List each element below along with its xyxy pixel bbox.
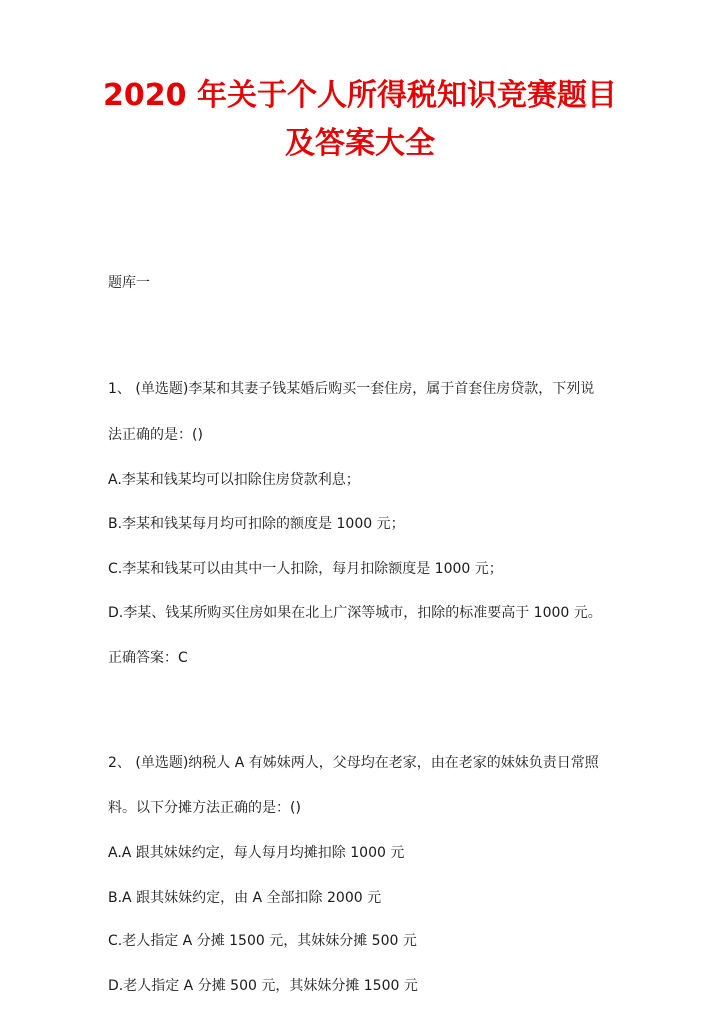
question-1-stem-line-2: 法正确的是：() — [108, 427, 203, 443]
document-title-line-1: 2020 年关于个人所得税知识竞赛题目 — [103, 78, 617, 113]
question-1-option-a: A.李某和钱某均可以扣除住房贷款利息； — [108, 472, 360, 488]
question-2-option-d: D.老人指定 A 分摊 500 元，其妹妹分摊 1500 元 — [108, 978, 418, 994]
section-heading: 题库一 — [108, 275, 150, 291]
question-2-stem-line-2: 料。以下分摊方法正确的是：() — [108, 800, 301, 816]
question-2-option-b: B.A 跟其妹妹约定，由 A 全部扣除 2000 元 — [108, 890, 382, 906]
question-1-option-c: C.李某和钱某可以由其中一人扣除，每月扣除额度是 1000 元； — [108, 561, 503, 577]
question-2-option-a: A.A 跟其妹妹约定，每人每月均摊扣除 1000 元 — [108, 845, 405, 861]
document-title-line-2: 及答案大全 — [285, 126, 435, 161]
question-2-option-c: C.老人指定 A 分摊 1500 元，其妹妹分摊 500 元 — [108, 933, 417, 949]
question-1-option-b: B.李某和钱某每月均可扣除的额度是 1000 元； — [108, 516, 405, 532]
question-1-option-d: D.李某、钱某所购买住房如果在北上广深等城市，扣除的标准要高于 1000 元。 — [108, 605, 602, 621]
question-1-stem-line-1: 1、 (单选题)李某和其妻子钱某婚后购买一套住房，属于首套住房贷款，下列说 — [108, 381, 595, 397]
question-1-answer: 正确答案：C — [108, 650, 188, 666]
question-2-stem-line-1: 2、 (单选题)纳税人 A 有姊妹两人，父母均在老家，由在老家的妹妹负责日常照 — [108, 755, 599, 771]
